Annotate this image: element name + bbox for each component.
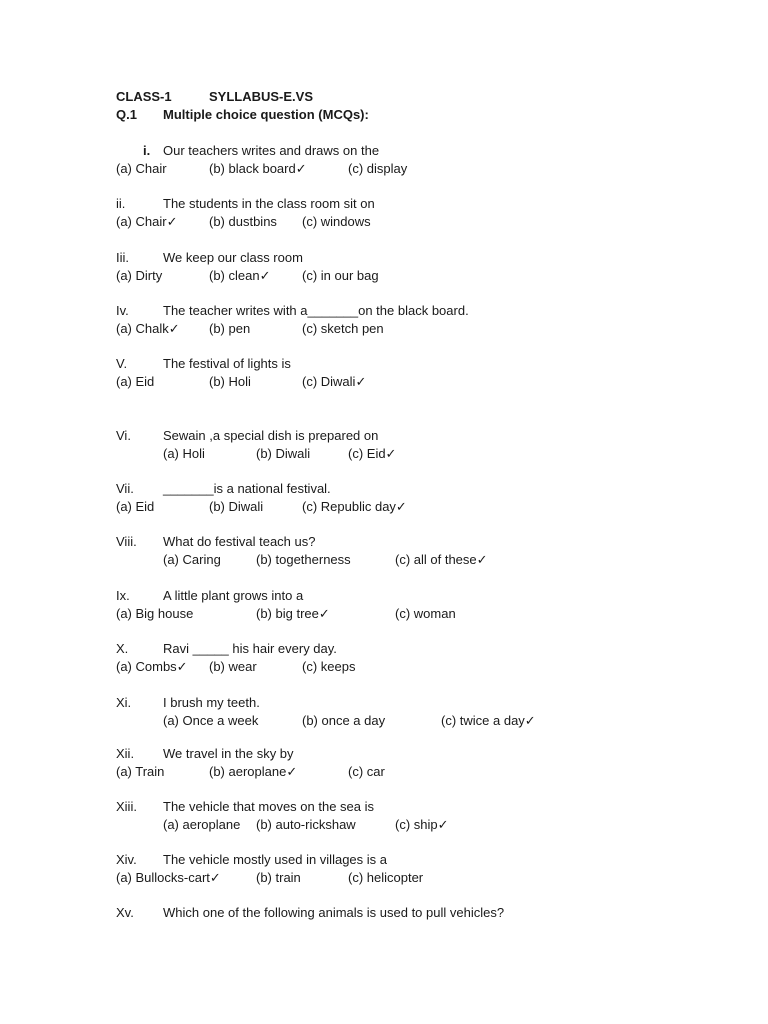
syllabus-label: SYLLABUS-E.VS — [209, 89, 314, 104]
option-a-6: (a) Holi — [163, 446, 205, 461]
option-a-14: (a) Bullocks-cart✓ — [116, 870, 221, 885]
option-b-3: (b) clean✓ — [209, 268, 271, 283]
question-number-13: Xiii. — [116, 799, 137, 814]
question-text-2: The students in the class room sit on — [163, 196, 375, 211]
question-text-12: We travel in the sky by — [163, 746, 294, 761]
option-c-2: (c) windows — [302, 214, 371, 229]
option-b-11: (b) once a day — [302, 713, 386, 728]
option-a-11: (a) Once a week — [163, 713, 259, 728]
option-a-1: (a) Chair — [116, 161, 167, 176]
option-a-7: (a) Eid — [116, 499, 155, 514]
option-b-1: (b) black board✓ — [209, 161, 307, 176]
question-text-4: The teacher writes with a_______on the black board. — [163, 303, 469, 318]
option-b-4: (b) pen — [209, 321, 251, 336]
question-number-8: Viii. — [116, 534, 137, 549]
question-text-5: The festival of lights is — [163, 356, 291, 371]
question-text-3: We keep our class room — [163, 250, 303, 265]
class-label: CLASS-1 — [116, 89, 172, 104]
question-number-7: Vii. — [116, 481, 134, 496]
question-number-2: ii. — [116, 196, 126, 211]
question-number-1: i. — [143, 143, 151, 158]
option-a-13: (a) aeroplane — [163, 817, 241, 832]
question-number-15: Xv. — [116, 905, 134, 920]
option-b-7: (b) Diwali — [209, 499, 264, 514]
option-c-7: (c) Republic day✓ — [302, 499, 407, 514]
option-b-5: (b) Holi — [209, 374, 251, 389]
option-c-1: (c) display — [348, 161, 408, 176]
option-c-5: (c) Diwali✓ — [302, 374, 367, 389]
question-number-3: Iii. — [116, 250, 129, 265]
option-a-12: (a) Train — [116, 764, 165, 779]
question-number-5: V. — [116, 356, 128, 371]
question-text-9: A little plant grows into a — [163, 588, 304, 603]
option-b-12: (b) aeroplane✓ — [209, 764, 298, 779]
option-b-14: (b) train — [256, 870, 301, 885]
option-b-10: (b) wear — [209, 659, 257, 674]
question-text-8: What do festival teach us? — [163, 534, 316, 549]
question-number-4: Iv. — [116, 303, 129, 318]
option-b-13: (b) auto-rickshaw — [256, 817, 356, 832]
question-title: Multiple choice question (MCQs): — [163, 107, 369, 122]
option-a-2: (a) Chair✓ — [116, 214, 178, 229]
question-number-11: Xi. — [116, 695, 132, 710]
option-b-8: (b) togetherness — [256, 552, 351, 567]
option-a-8: (a) Caring — [163, 552, 221, 567]
question-number-14: Xiv. — [116, 852, 137, 867]
question-text-6: Sewain ,a special dish is prepared on — [163, 428, 379, 443]
question-text-15: Which one of the following animals is used to pull vehicles? — [163, 905, 505, 920]
question-number-10: X. — [116, 641, 129, 656]
option-c-6: (c) Eid✓ — [348, 446, 397, 461]
option-c-9: (c) woman — [395, 606, 456, 621]
option-c-12: (c) car — [348, 764, 385, 779]
option-c-14: (c) helicopter — [348, 870, 424, 885]
question-number-6: Vi. — [116, 428, 131, 443]
question-number: Q.1 — [116, 107, 137, 122]
option-c-3: (c) in our bag — [302, 268, 379, 283]
option-c-8: (c) all of these✓ — [395, 552, 488, 567]
option-a-3: (a) Dirty — [116, 268, 163, 283]
question-text-11: I brush my teeth. — [163, 695, 260, 710]
option-c-10: (c) keeps — [302, 659, 356, 674]
question-number-9: Ix. — [116, 588, 130, 603]
option-c-4: (c) sketch pen — [302, 321, 384, 336]
option-b-6: (b) Diwali — [256, 446, 311, 461]
question-number-12: Xii. — [116, 746, 135, 761]
option-c-13: (c) ship✓ — [395, 817, 449, 832]
question-text-14: The vehicle mostly used in villages is a — [163, 852, 387, 867]
question-text-10: Ravi _____ his hair every day. — [163, 641, 337, 656]
option-b-9: (b) big tree✓ — [256, 606, 330, 621]
question-text-13: The vehicle that moves on the sea is — [163, 799, 375, 814]
option-a-10: (a) Combs✓ — [116, 659, 188, 674]
option-b-2: (b) dustbins — [209, 214, 277, 229]
question-text-7: _______is a national festival. — [163, 481, 331, 496]
option-a-4: (a) Chalk✓ — [116, 321, 180, 336]
question-text-1: Our teachers writes and draws on the — [163, 143, 380, 158]
option-a-9: (a) Big house — [116, 606, 194, 621]
option-a-5: (a) Eid — [116, 374, 155, 389]
option-c-11: (c) twice a day✓ — [441, 713, 536, 728]
